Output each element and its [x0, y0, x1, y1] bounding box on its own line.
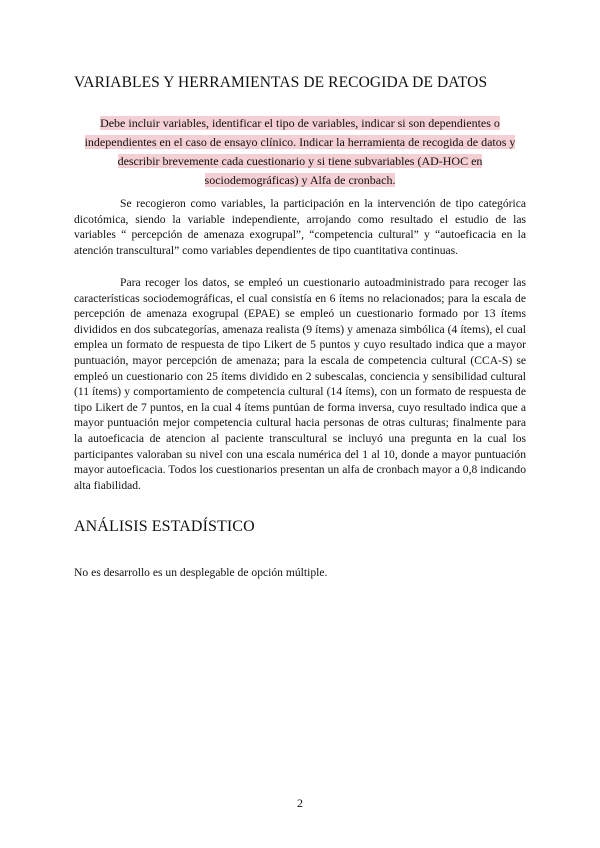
instruction-note-highlight: Debe incluir variables, identificar el tipo de variables, indicar si son dependientes o independientes en el caso de ensayo clínico. Indicar la herramienta de recogida de datos y describir brevemente cada cuestionario y si tiene subvariables (AD-HOC en sociodemográficas) y Alfa de cronbach. — [84, 116, 516, 187]
paragraph-variables: Se recogieron como variables, la participación en la intervención de tipo categórica dicotómica, siendo la variable independiente, arrojando como resultado el estudio de las variables “ percepción de amenaza exogrupal”, “competencia cultural” y “autoeficacia en la atención transcultural” como variables dependientes de tipo cuantitativa continuas. — [74, 197, 526, 257]
page-number: 2 — [297, 796, 303, 810]
paragraph-analysis: No es desarrollo es un desplegable de opción múltiple. — [74, 566, 328, 579]
instruction-note — [74, 114, 526, 190]
section-heading-analysis: ANÁLISIS ESTADÍSTICO — [74, 518, 255, 535]
section-heading-variables: VARIABLES Y HERRAMIENTAS DE RECOGIDA DE DATOS — [74, 74, 488, 91]
paragraph-tools: Para recoger los datos, se empleó un cuestionario autoadministrado para recoger las características sociodemográficas, el cual consistía en 6 ítems no relacionados; para la escala de percepción de amenaza exogrupal (EPAE) se empleó un cuestionario formado por 13 ítems divididos en dos subcategorías, amenaza realista (9 ítems) y amenaza simbólica (4 ítems), el cual emplea un formato de respuesta de tipo Likert de 5 puntos y cuyo resultado indica que a mayor puntuación, mayor percepción de amenaza; para la escala de competencia cultural (CCA-S) se empleó un cuestionario con 25 ítems dividido en 2 subescalas, conciencia y sensibilidad cultural (11 ítems) y comportamiento de competencia cultural (14 ítems), con un formato de respuesta de tipo Likert de 7 puntos, en la cual 4 ítems puntúan de forma inversa, cuyo resultado indica que a mayor puntuación mejor competencia cultural hacia personas de otras culturas; finalmente para la autoeficacia de atencion al paciente transcultural se incluyó una pregunta en la cual los participantes valoraban su nivel con una escala numérica del 1 al 10, donde a mayor puntuación mayor autoeficacia. Todos los cuestionarios presentan un alfa de cronbach mayor a 0,8 indicando alta fiabilidad. — [74, 276, 526, 492]
